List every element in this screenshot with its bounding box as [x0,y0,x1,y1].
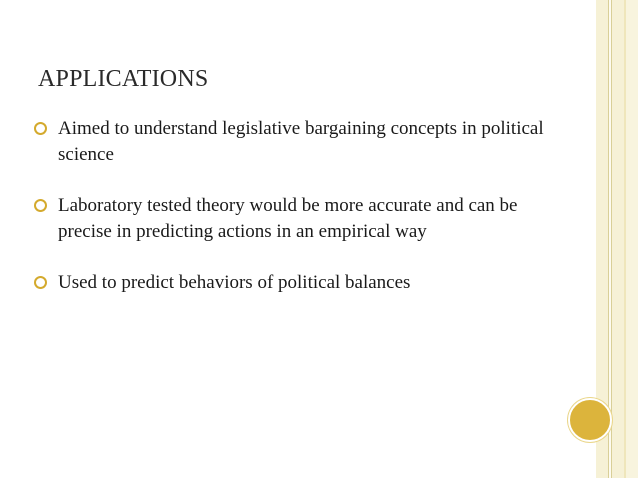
bullet-text: Used to predict behaviors of political balances [58,272,411,293]
circle-bullet-icon [34,199,47,212]
bullet-item [34,270,554,296]
bullet-text: Laboratory tested theory would be more accurate and can be precise in predicting actions in an empirical way [58,195,518,242]
bullet-item [34,116,554,168]
decorative-stripe [612,0,624,478]
bullet-item [34,193,554,245]
bullet-list [34,116,554,296]
circle-bullet-icon [34,122,47,135]
slide-title: APPLICATIONS [38,66,209,92]
decorative-stripe [626,0,638,478]
circle-bullet-icon [34,276,47,289]
gold-circle-icon [568,398,612,442]
bullet-text: Aimed to understand legislative bargaining concepts in political science [58,118,544,165]
